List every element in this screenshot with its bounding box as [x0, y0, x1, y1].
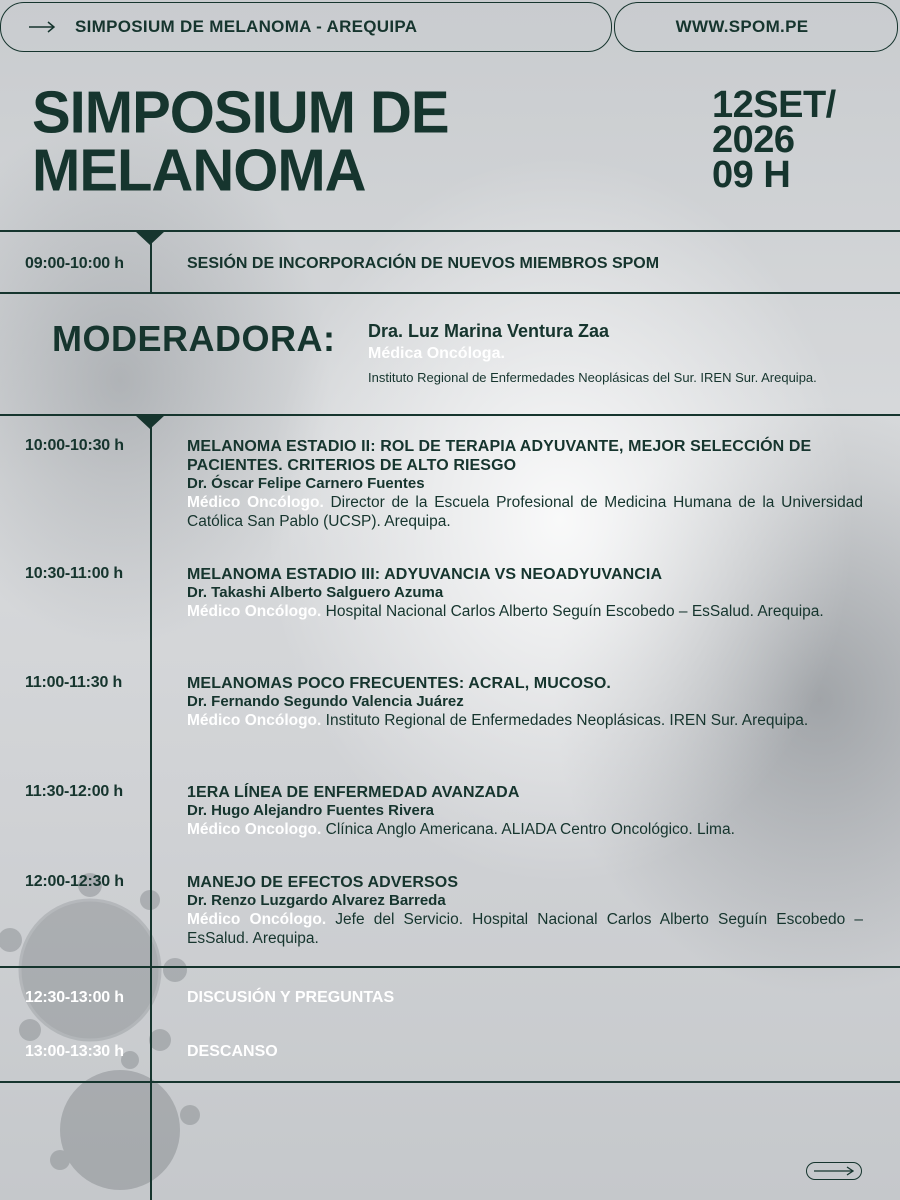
page-title — [32, 79, 449, 204]
talk-title: MELANOMA ESTADIO III: ADYUVANCIA VS NEOADYUVANCIA — [187, 566, 663, 583]
date-line-1: 12SET/ — [712, 84, 836, 126]
date-line-2: 2026 — [712, 119, 795, 161]
talk-item — [187, 873, 863, 948]
talk-speaker: Dr. Takashi Alberto Salguero Azuma — [187, 584, 444, 601]
talk-time: 10:30-11:00 h — [25, 565, 123, 582]
talk-role: Médico Oncólogo. — [187, 712, 322, 729]
talk-affiliation: Médico Oncologo. Clínica Anglo Americana. ALIADA Centro Oncológico. Lima. — [187, 821, 735, 838]
talk-role: Médico Oncólogo. — [187, 911, 327, 928]
talk-affiliation: Médico Oncólogo. Director de la Escuela Profesional de Medicina Humana de la Universidad Católica San Pablo (UCSP). Arequipa. — [187, 494, 863, 530]
title-line-2: MELANOMA — [32, 136, 366, 204]
talk-time: 11:30-12:00 h — [25, 783, 123, 800]
talk-title: MANEJO DE EFECTOS ADVERSOS — [187, 874, 459, 891]
divider — [0, 966, 900, 968]
talk-time: 10:00-10:30 h — [25, 437, 124, 454]
talk-role: Médico Oncologo. — [187, 821, 322, 838]
moderator-label: MODERADORA: — [52, 318, 336, 359]
talk-time: 12:00-12:30 h — [25, 873, 124, 890]
divider — [0, 292, 900, 294]
website-pill[interactable] — [614, 2, 898, 52]
talk-item — [187, 437, 863, 531]
talk-title: MELANOMAS POCO FRECUENTES: ACRAL, MUCOSO. — [187, 675, 611, 692]
website-link[interactable]: WWW.SPOM.PE — [675, 17, 809, 36]
talk-title: MELANOMA ESTADIO II: ROL DE TERAPIA ADYUVANTE, MEJOR SELECCIÓN DE PACIENTES. CRITERIOS DE ALTO RIESGO — [187, 438, 812, 474]
closing-title: DISCUSIÓN Y PREGUNTAS — [187, 989, 395, 1006]
talk-speaker: Dr. Fernando Segundo Valencia Juárez — [187, 693, 464, 710]
arrow-right-icon — [814, 1166, 854, 1176]
talk-affiliation: Médico Oncólogo. Instituto Regional de Enfermedades Neoplásicas. IREN Sur. Arequipa. — [187, 712, 809, 729]
event-label-pill — [0, 2, 612, 52]
talk-time: 11:00-11:30 h — [25, 674, 123, 691]
next-page-button[interactable] — [806, 1162, 862, 1180]
talk-speaker: Dr. Óscar Felipe Carnero Fuentes — [187, 475, 425, 492]
talk-title: 1ERA LÍNEA DE ENFERMEDAD AVANZADA — [187, 784, 520, 801]
talk-item — [187, 674, 863, 730]
closing-time: 12:30-13:00 h — [25, 989, 124, 1006]
title-line-1: SIMPOSIUM DE — [32, 79, 449, 147]
talk-role: Médico Oncólogo. — [187, 494, 324, 511]
date-line-3: 09 H — [712, 154, 791, 196]
event-label: SIMPOSIUM DE MELANOMA - AREQUIPA — [75, 17, 418, 36]
moderator-role: Médica Oncóloga. — [368, 345, 505, 362]
talk-item — [187, 783, 863, 839]
moderator-name: Dra. Luz Marina Ventura Zaa — [368, 321, 610, 341]
arrow-right-icon — [29, 21, 55, 33]
closing-title: DESCANSO — [187, 1043, 278, 1060]
talk-affiliation: Médico Oncólogo. Jefe del Servicio. Hospital Nacional Carlos Alberto Seguín Escobedo – EsSalud. Arequipa. — [187, 911, 863, 947]
session-title: SESIÓN DE INCORPORACIÓN DE NUEVOS MIEMBROS SPOM — [187, 255, 660, 272]
divider — [0, 1081, 900, 1083]
closing-time: 13:00-13:30 h — [25, 1043, 124, 1060]
session-time: 09:00-10:00 h — [25, 255, 124, 272]
event-date — [712, 84, 836, 196]
moderator-institution: Instituto Regional de Enfermedades Neoplásicas del Sur. IREN Sur. Arequipa. — [368, 370, 817, 385]
talk-item — [187, 565, 863, 621]
talk-speaker: Dr. Renzo Luzgardo Alvarez Barreda — [187, 892, 446, 909]
talk-speaker: Dr. Hugo Alejandro Fuentes Rivera — [187, 802, 434, 819]
talk-affiliation: Médico Oncólogo. Hospital Nacional Carlos Alberto Seguín Escobedo – EsSalud. Arequipa. — [187, 603, 824, 620]
talk-role: Médico Oncólogo. — [187, 603, 322, 620]
column-divider — [150, 231, 152, 293]
